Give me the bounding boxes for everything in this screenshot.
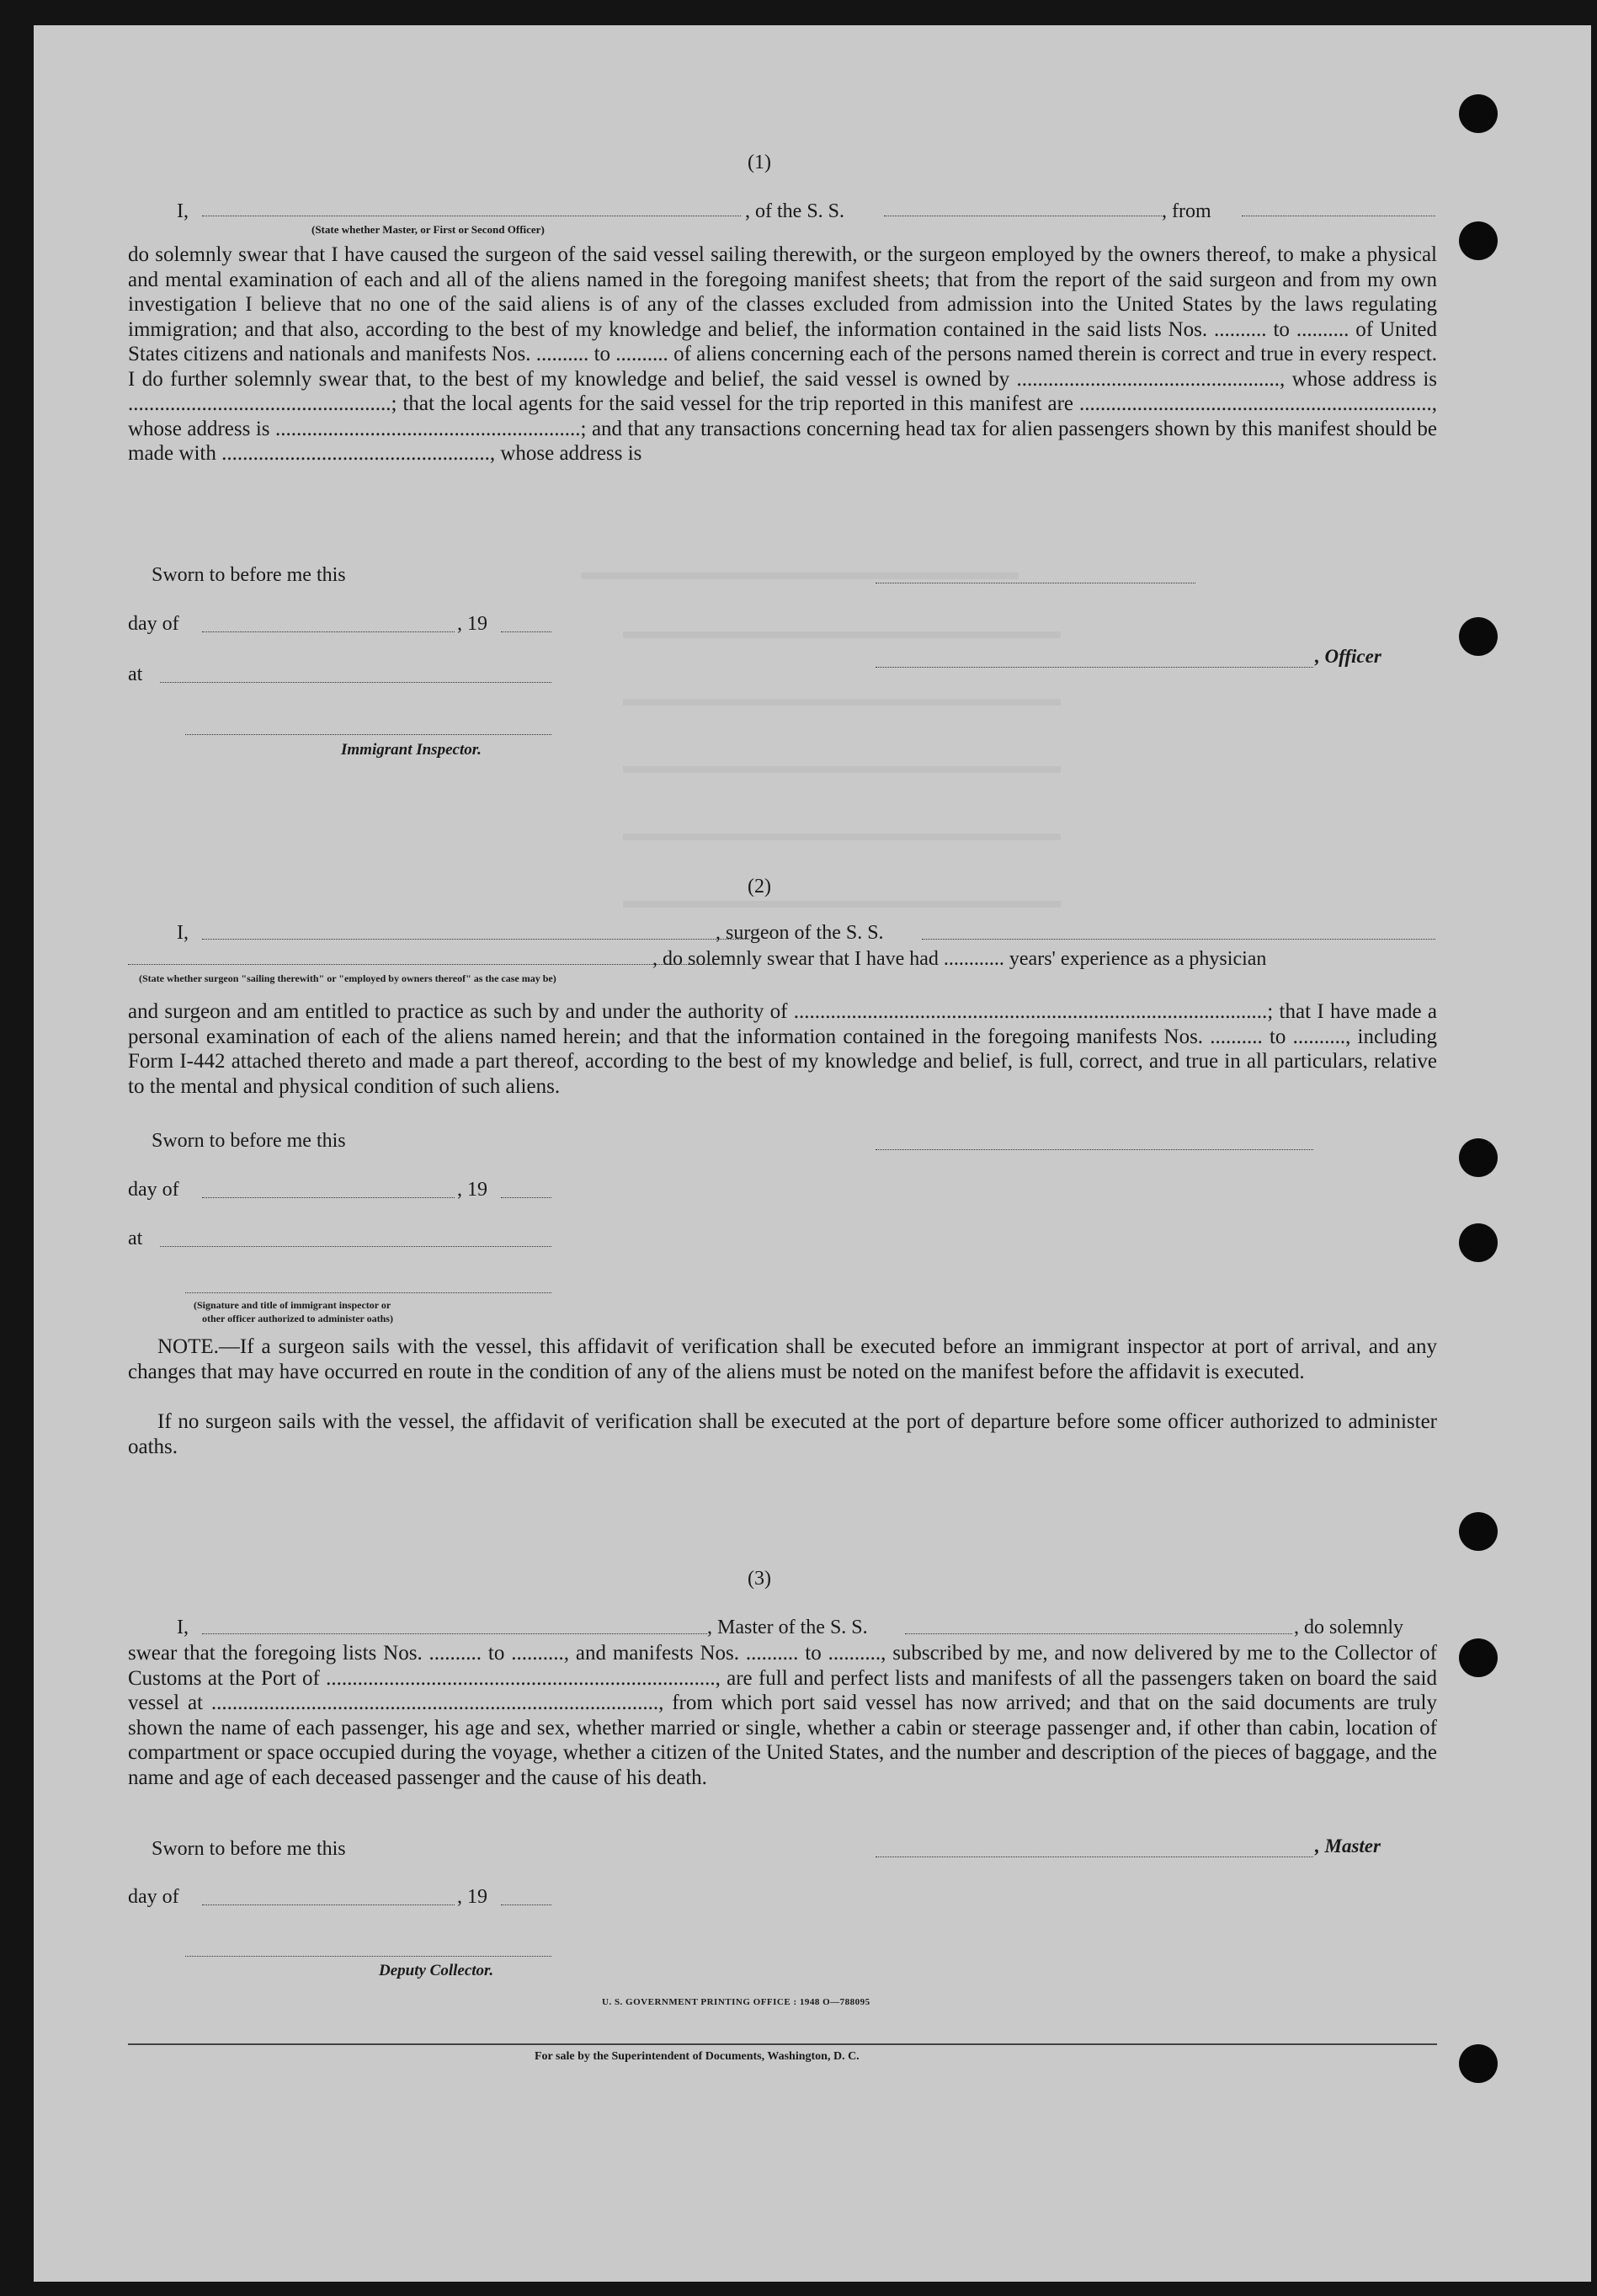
section-2-day-of: day of bbox=[128, 1179, 179, 1201]
section-1-year-field[interactable] bbox=[501, 631, 551, 632]
section-3-solemnly: , do solemnly bbox=[1294, 1617, 1403, 1638]
section-3-month-field[interactable] bbox=[202, 1904, 455, 1905]
section-2-sworn: Sworn to before me this bbox=[152, 1130, 346, 1152]
section-2-I: I, bbox=[177, 922, 189, 944]
deputy-collector-label: Deputy Collector. bbox=[379, 1962, 494, 1979]
manifest-back-page bbox=[34, 25, 1591, 2282]
section-1-year: , 19 bbox=[457, 613, 487, 635]
for-sale-line: For sale by the Superintendent of Documents, Washington, D. C. bbox=[535, 2050, 860, 2063]
footer-divider bbox=[128, 2043, 1437, 2045]
master-name-field[interactable] bbox=[202, 1633, 707, 1634]
deputy-collector-signature-field[interactable] bbox=[185, 1956, 551, 1957]
section-2-swear-line: , do solemnly swear that I have had ............ years' experience as a physician bbox=[652, 948, 1267, 970]
section-2-inspector-signature-field[interactable] bbox=[185, 1292, 551, 1293]
punch-hole bbox=[1459, 94, 1498, 133]
section-3-body: swear that the foregoing lists Nos. .......... to .........., and manifests Nos. .......... to .........., subscribed by me, and now delivered by me to the Collector of Customs at the Port of .........................................................................., are full and perfect lists and manifests of all the passengers taken on board the said vessel at ....................................................................................., from which port said vessel has now arrived; and that on the said documents are truly shown the name of each passenger, his age and sex, whether married or single, whether a cabin or steerage passenger and, if other than cabin, location of compartment or space occupied during the voyage, whether a citizen of the United States, and the number and description of the pieces of baggage, and the name and age of each deceased passenger and the cause of his death. bbox=[128, 1642, 1437, 1789]
surgeon-type-field[interactable] bbox=[128, 964, 717, 965]
section-2-surgeon-of: , surgeon of the S. S. bbox=[716, 922, 884, 944]
section-1-at-field[interactable] bbox=[160, 682, 551, 683]
punch-hole bbox=[1459, 221, 1498, 260]
punch-hole bbox=[1459, 2044, 1498, 2083]
signature-caption-line-1: (Signature and title of immigrant inspector or bbox=[194, 1299, 391, 1311]
section-2-body: and surgeon and am entitled to practice as such by and under the authority of ..........................................................................................; that I have made a personal examination of each of the aliens named herein; and that the information contained in the foregoing manifests Nos. .......... to .........., including Form I-442 attached thereto and made a part thereof, according to the best of my knowledge and belief, is full, correct, and true in all particulars, relative to the mental and physical condition of such aliens. bbox=[128, 1000, 1437, 1098]
inspector-signature-field[interactable] bbox=[185, 734, 551, 735]
section-3-year-field[interactable] bbox=[501, 1904, 551, 1905]
punch-hole bbox=[1459, 617, 1498, 656]
surgeon-name-field[interactable] bbox=[202, 939, 749, 940]
section-1-at: at bbox=[128, 663, 143, 685]
signature-caption-line-2: other officer authorized to administer oaths) bbox=[202, 1313, 393, 1324]
section-1-month-field[interactable] bbox=[202, 631, 455, 632]
surgeon-caption: (State whether surgeon "sailing therewith" or "employed by owners thereof" as the case may be) bbox=[139, 972, 556, 984]
section-3-sworn: Sworn to before me this bbox=[152, 1838, 346, 1860]
section-2-number: (2) bbox=[748, 876, 771, 898]
officer-label: , Officer bbox=[1315, 646, 1381, 667]
section-3-year: , 19 bbox=[457, 1886, 487, 1908]
section-1-of-ss: , of the S. S. bbox=[745, 200, 845, 222]
printing-office-line: U. S. GOVERNMENT PRINTING OFFICE : 1948 O—788095 bbox=[602, 1997, 870, 2007]
section-1-number: (1) bbox=[748, 152, 771, 173]
surgeon-signature-field[interactable] bbox=[876, 1149, 1313, 1150]
section-3-master-of: , Master of the S. S. bbox=[707, 1617, 868, 1638]
section-1-day-of: day of bbox=[128, 613, 179, 635]
officer-caption: (State whether Master, or First or Second Officer) bbox=[311, 223, 545, 236]
section-2-at: at bbox=[128, 1228, 143, 1249]
section-3-day-of: day of bbox=[128, 1886, 179, 1908]
master-label: , Master bbox=[1315, 1835, 1381, 1857]
section-1-body: do solemnly swear that I have caused the surgeon of the said vessel sailing therewith, or the surgeon employed by the owners thereof, to make a physical and mental examination of each and all of the aliens named in the foregoing manifest sheets; that from the report of the said surgeon and from my own investigation I believe that no one of the said aliens is of any of the classes excluded from admission into the United States by the laws regulating immigration; and that also, according to the best of my knowledge and belief, the information contained in the said lists Nos. .......... to .......... of United States citizens and nationals and manifests Nos. .......... to .......... of aliens concerning each of the persons named therein is correct and true in every respect. I do further solemnly swear that, to the best of my knowledge and belief, the said vessel is owned by .................................................., whose address is ..................................................; that the local agents for the said vessel for the trip reported in this manifest are ..................................................................., whose address is ..........................................................; and that any transactions concerning head tax for alien passengers shown by this manifest should be made with ..................................................., whose address is bbox=[128, 243, 1437, 465]
section-1-from: , from bbox=[1162, 200, 1211, 222]
section-3-number: (3) bbox=[748, 1568, 771, 1590]
punch-hole bbox=[1459, 1512, 1498, 1551]
punch-hole bbox=[1459, 1638, 1498, 1677]
section-1-sworn: Sworn to before me this bbox=[152, 564, 346, 586]
section-3-I: I, bbox=[177, 1617, 189, 1638]
section-2-year: , 19 bbox=[457, 1179, 487, 1201]
section-2-at-field[interactable] bbox=[160, 1246, 551, 1247]
section-3-vessel-field[interactable] bbox=[905, 1633, 1292, 1634]
surgeon-note-2: If no surgeon sails with the vessel, the affidavit of verification shall be executed at the port of departure before some officer authorized to administer oaths. bbox=[128, 1410, 1437, 1458]
section-1-I: I, bbox=[177, 200, 189, 222]
punch-hole bbox=[1459, 1138, 1498, 1177]
immigrant-inspector-label: Immigrant Inspector. bbox=[341, 741, 482, 759]
section-2-month-field[interactable] bbox=[202, 1197, 455, 1198]
punch-hole bbox=[1459, 1223, 1498, 1262]
section-2-year-field[interactable] bbox=[501, 1197, 551, 1198]
officer-signature-field[interactable] bbox=[876, 667, 1313, 668]
section-2-vessel-field[interactable] bbox=[922, 939, 1435, 940]
surgeon-note-1: NOTE.—If a surgeon sails with the vessel, this affidavit of verification shall be executed before an immigrant inspector at port of arrival, and any changes that may have occurred en route in the condition of any of the aliens must be noted on the manifest before the affidavit is executed. bbox=[128, 1335, 1437, 1383]
